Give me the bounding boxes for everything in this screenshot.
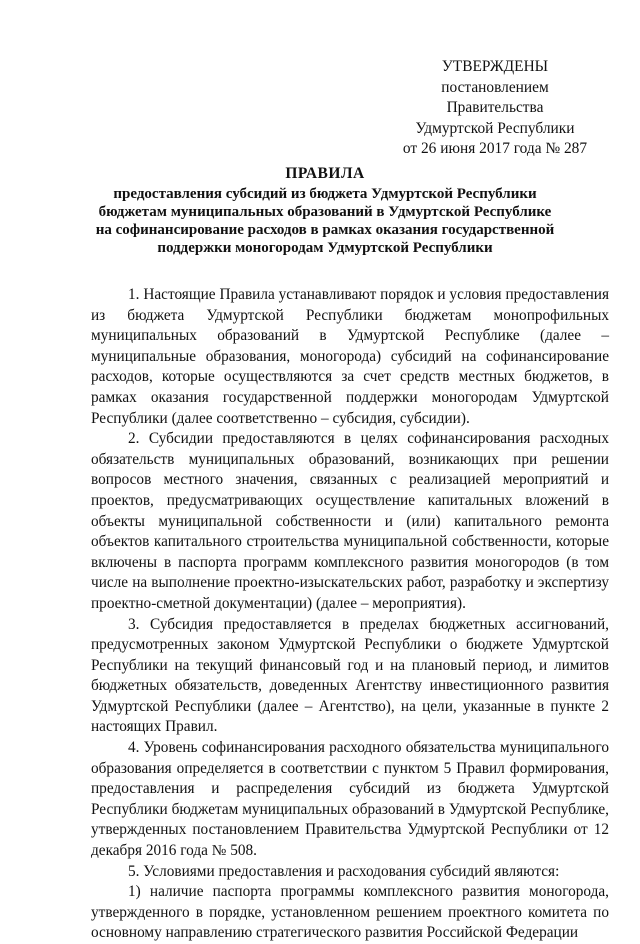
document-body [91,285,609,944]
title-subtitle-line: предоставления субсидий из бюджета Удмуртской Республики [113,186,537,202]
title-main: ПРАВИЛА [285,165,365,182]
paragraph-2: 2. Субсидии предоставляются в целях софинансирования расходных обязательств муниципальных образований, возникающих при решении вопросов местного значения, связанных с реализацией мероприятий и проектов, предусматривающих осуществление капитальных вложений в объекты муниципальной собственности и (или) капитального ремонта объектов капитального строительства муниципальной собственности, которые включены в паспорта программ комплексного развития моногородов (в том числе на выполнение проектно-изыскательских работ, разработку и экспертизу проектно-сметной документации) (далее – мероприятия). [91,430,609,612]
document-title [80,165,570,257]
approval-heading: УТВЕРЖДЕНЫ [441,58,549,75]
title-subtitle-line: на софинансирование расходов в рамках оказания государственной [95,222,555,238]
paragraph-4: 4. Уровень софинансирования расходного обязательства муниципального образования определяется в соответствии с пунктом 5 Правил формирования, предоставления и распределения субсидий из бюджета Удмуртской Республики бюджетам муниципальных образований в Удмуртской Республике, утвержденных постановлением Правительства Удмуртской Республики от 12 декабря 2016 года № 508. [91,739,609,860]
approval-line: постановлением Правительства [441,78,549,116]
approval-date-number: от 26 июня 2017 года № 287 [402,140,588,157]
title-subtitle-line: бюджетам муниципальных образований в Удмуртской Республике [98,204,552,220]
paragraph-1: 1. Настоящие Правила устанавливают порядок и условия предоставления из бюджета Удмуртской Республики бюджетам монопрофильных муниципальных образований в Удмуртской Республике (далее – муниципальные образования, моногорода) субсидий на софинансирование расходов, которые осуществляются за счет средств местных бюджетов, в рамках оказания государственной поддержки моногородам Удмуртской Республики (далее соответственно – субсидия, субсидии). [91,286,609,427]
title-subtitle-line: поддержки моногородам Удмуртской Республики [157,240,493,256]
approval-line: Удмуртской Республики [415,119,575,137]
paragraph-3: 3. Субсидия предоставляется в пределах бюджетных ассигнований, предусмотренных законом Удмуртской Республики о бюджете Удмуртской Республики на текущий финансовый год и на плановый период, и лимитов бюджетных обязательств, доведенных Агентству инвестиционного развития Удмуртской Республики (далее – Агентство), на цели, указанные в пункте 2 настоящих Правил. [91,615,609,736]
paragraph-5-item-1: 1) наличие паспорта программы комплексного развития моногорода, утвержденного в порядке, установленном решением проектного комитета по основному направлению стратегического развития Российской Федерации [91,883,609,942]
paragraph-5: 5. Условиями предоставления и расходования субсидий являются: [128,862,560,880]
approval-stamp [395,57,595,160]
